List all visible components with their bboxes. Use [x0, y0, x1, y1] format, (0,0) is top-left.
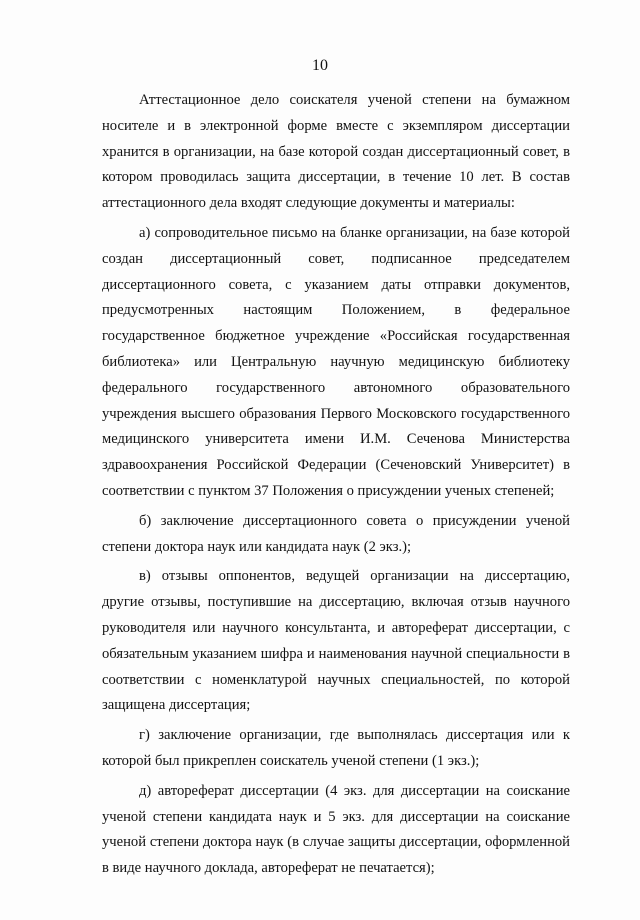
paragraph-item-b: б) заключение диссертационного совета о присуждении ученой степени доктора наук или кандидата наук (2 экз.); [102, 512, 570, 555]
paragraph-item-d: д) автореферат диссертации (4 экз. для диссертации на соискание ученой степени кандидата наук и 5 экз. для диссертации на соискание ученой степени доктора наук (в случае защиты диссертации, оформленной в виде научного доклада, автореферат не печатается); [102, 782, 570, 877]
paragraph-item-g: г) заключение организации, где выполнялась диссертация или к которой был прикреплен соискатель ученой степени (1 экз.); [102, 727, 570, 769]
paragraph-item-v: в) отзывы оппонентов, ведущей организации на диссертацию, другие отзывы, поступившие на диссертацию, включая отзыв научного руководителя или научного консультанта, и автореферат диссертации, с обязательным указанием шифра и наименования научной специальности в соответствии с номенклатурой научных специальностей, по которой защищена диссертация; [102, 568, 570, 714]
document-body [102, 88, 570, 882]
paragraph-intro: Аттестационное дело соискателя ученой степени на бумажном носителе и в электронной форме вместе с экземпляром диссертации хранится в организации, на базе которой создан диссертационный совет, в котором проводилась защита диссертации, в течение 10 лет. В состав аттестационного дела входят следующие документы и материалы: [102, 92, 570, 212]
page-number: 10 [312, 57, 328, 74]
paragraph-item-a: а) сопроводительное письмо на бланке организации, на базе которой создан диссертационный совет, подписанное председателем диссертационного совета, с указанием даты отправки документов, предусмотренных настоящим Положением, в федеральное государственное бюджетное учреждение «Российская государственная библиотека» или Центральную научную медицинскую библиотеку федерального государственного автономного образовательного учреждения высшего образования Первого Московского государственного медицинского университета имени И.М. Сеченова Министерства здравоохранения Российской Федерации (Сеченовский Университет) в соответствии с пунктом 37 Положения о присуждении ученых степеней; [102, 224, 570, 499]
